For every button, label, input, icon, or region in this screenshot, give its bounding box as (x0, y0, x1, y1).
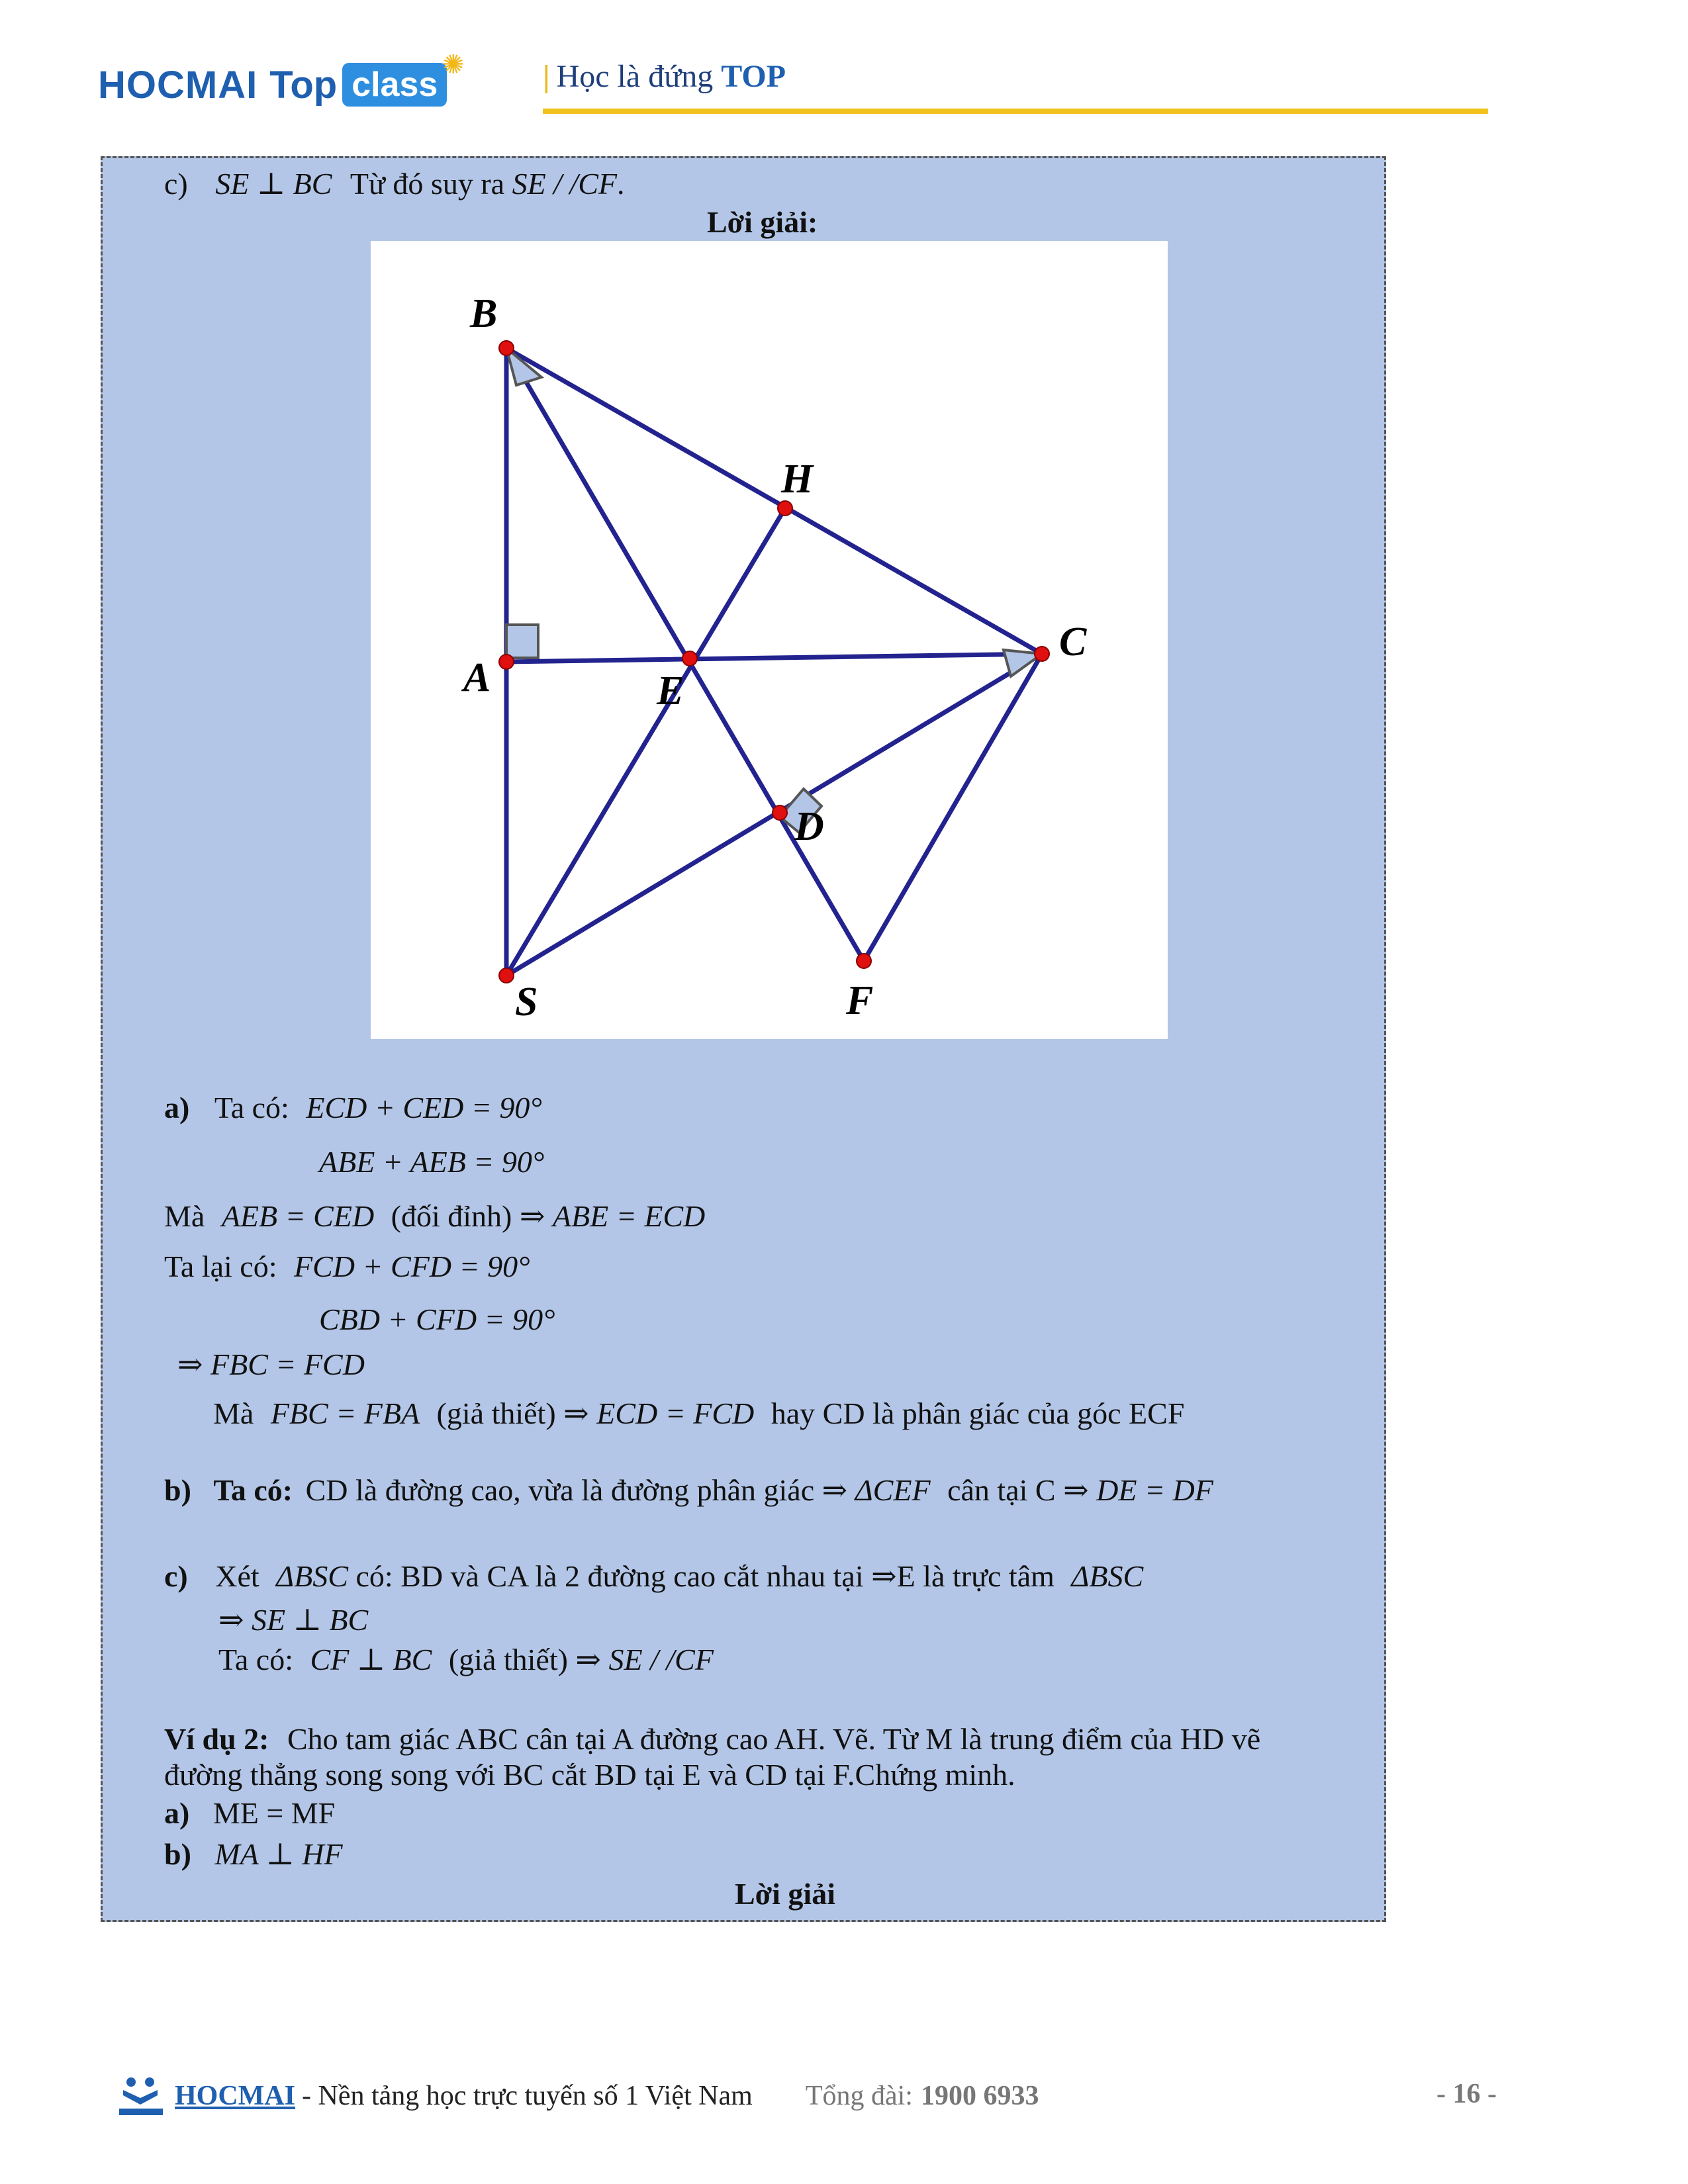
point-B (499, 341, 514, 355)
sun-icon: ✺ (442, 50, 465, 79)
text-ma: Mà (164, 1199, 205, 1233)
example2-item-a (164, 1795, 335, 1832)
label-H: H (781, 457, 814, 502)
text-ta-lai-co: Ta lại có: (164, 1250, 277, 1283)
part-c-label: c) (164, 1559, 188, 1593)
part-b-label: b) (164, 1473, 191, 1507)
page-number: - 16 - (1436, 2079, 1497, 2109)
point-A (499, 655, 514, 669)
label-C: C (1059, 619, 1087, 664)
text-ta-co: Ta có: (218, 1643, 294, 1676)
math-me-mf: ME = MF (212, 1796, 336, 1830)
text-doi-dinh: (đối đỉnh) ⇒ (391, 1199, 545, 1233)
point-S (499, 968, 514, 983)
slogan-bar: | (543, 59, 550, 94)
question-dot: . (617, 167, 625, 201)
example2-line2: đường thẳng song song với BC cắt BD tại E và CD tại F.Chứng minh. (164, 1758, 1015, 1792)
slogan-top: TOP (721, 59, 786, 94)
text-ta-co: Ta có: (214, 1091, 289, 1124)
hocmai-logo-icon (117, 2075, 165, 2116)
math-de-df: DE = DF (1096, 1473, 1213, 1507)
slogan (543, 58, 786, 95)
part-a-label: a) (164, 1091, 190, 1124)
text-ta-co-bold: Ta có: (213, 1473, 293, 1507)
example2-text1: Cho tam giác ABC cân tại A đường cao AH. Vẽ. Từ M là trung điểm của HD vẽ (287, 1722, 1261, 1756)
text-xet: Xét (215, 1559, 259, 1593)
point-F (857, 954, 871, 968)
segment-AC (506, 654, 1042, 662)
label-F: F (846, 978, 874, 1023)
part-a-line2: ABE + AEB = 90° (319, 1145, 545, 1179)
item-b-label: b) (164, 1837, 191, 1871)
math-cf-perp-bc: CF ⊥ BC (310, 1643, 432, 1676)
part-c-question (164, 165, 625, 203)
logo-class (342, 50, 465, 107)
logo-top: Top (269, 63, 338, 107)
part-c-line3 (218, 1641, 714, 1678)
point-D (773, 805, 787, 820)
label-E: E (657, 668, 684, 713)
math-se-parallel-cf: SE / /CF (608, 1643, 714, 1676)
part-a-line4 (164, 1248, 530, 1285)
logo-class-text: class (352, 66, 438, 104)
text-ma: Mà (213, 1396, 254, 1430)
part-b-line (164, 1472, 1213, 1509)
part-a-line3 (164, 1198, 705, 1235)
text-b2: cân tại C ⇒ (947, 1473, 1089, 1507)
math-eq: AEB = CED (221, 1199, 375, 1233)
text-gia-thiet: (giả thiết) ⇒ (448, 1643, 601, 1676)
math-eq: ECD + CED = 90° (306, 1091, 542, 1124)
label-S: S (515, 979, 538, 1024)
angle-marks (506, 348, 1042, 833)
example2-line1 (164, 1721, 1260, 1758)
question-text: Từ đó suy ra (350, 167, 505, 201)
segment-BC (506, 348, 1042, 654)
part-a-line6: ⇒ FBC = FCD (177, 1347, 365, 1381)
example2-label: Ví dụ 2: (164, 1722, 269, 1756)
footer (117, 2075, 1039, 2116)
example2-item-b (164, 1836, 343, 1873)
point-E (682, 651, 697, 666)
point-H (778, 501, 792, 516)
point-C (1035, 647, 1049, 661)
part-a-line1 (164, 1089, 542, 1126)
segment-SH (506, 508, 785, 976)
part-a-line7 (213, 1395, 1184, 1432)
footer-brand-link[interactable]: HOCMAI (175, 2081, 295, 2111)
question-label: c) (164, 167, 188, 201)
part-a-line5: CBD + CFD = 90° (319, 1302, 555, 1336)
math-eq: ECD = FCD (596, 1396, 755, 1430)
figure-svg (371, 241, 1168, 1039)
geometry-figure (371, 241, 1168, 1039)
math-eq: FCD + CFD = 90° (293, 1250, 530, 1283)
text-b1: CD là đường cao, vừa là đường phân giác ⇒ (305, 1473, 848, 1507)
text-gia-thiet: (giả thiết) ⇒ (436, 1396, 589, 1430)
hocmai-topclass-logo (98, 50, 465, 111)
math-triangle-cef: ΔCEF (855, 1473, 931, 1507)
math-triangle-bsc: ΔBSC (1071, 1559, 1144, 1593)
header-underline (543, 109, 1488, 114)
solution-title: Lời giải: (707, 205, 818, 239)
text-c2: có: BD và CA là 2 đường cao cắt nhau tại ⇒E là trực tâm (355, 1559, 1055, 1593)
logo-brand: HOCMAI (98, 63, 258, 107)
segment-CF (864, 654, 1042, 961)
math-ma-perp-hf: MA ⊥ HF (214, 1837, 343, 1871)
label-A: A (463, 655, 491, 700)
math-eq: ABE = ECD (552, 1199, 706, 1233)
label-D: D (794, 804, 824, 849)
item-a-label: a) (164, 1796, 190, 1830)
example2-solution-title: Lời giải (735, 1877, 835, 1911)
right-angle-mark-A (506, 625, 538, 658)
slogan-text: Học là đứng (556, 59, 714, 94)
part-c-line2: ⇒ SE ⊥ BC (218, 1603, 369, 1637)
math-triangle-bsc: ΔBSC (276, 1559, 348, 1593)
footer-hotline: 1900 6933 (920, 2081, 1039, 2111)
footer-tagline: - Nền tảng học trực tuyến số 1 Việt Nam (302, 2081, 753, 2111)
text-conclusion: hay CD là phân giác của góc ECF (771, 1396, 1185, 1430)
math-se-perp-bc: SE ⊥ BC (215, 167, 332, 201)
label-B: B (470, 291, 498, 336)
math-se-parallel-cf: SE / /CF (512, 167, 618, 201)
math-eq: FBC = FBA (270, 1396, 420, 1430)
part-c-line1 (164, 1558, 1143, 1595)
footer-hotline-label: Tổng đài: (805, 2081, 913, 2111)
